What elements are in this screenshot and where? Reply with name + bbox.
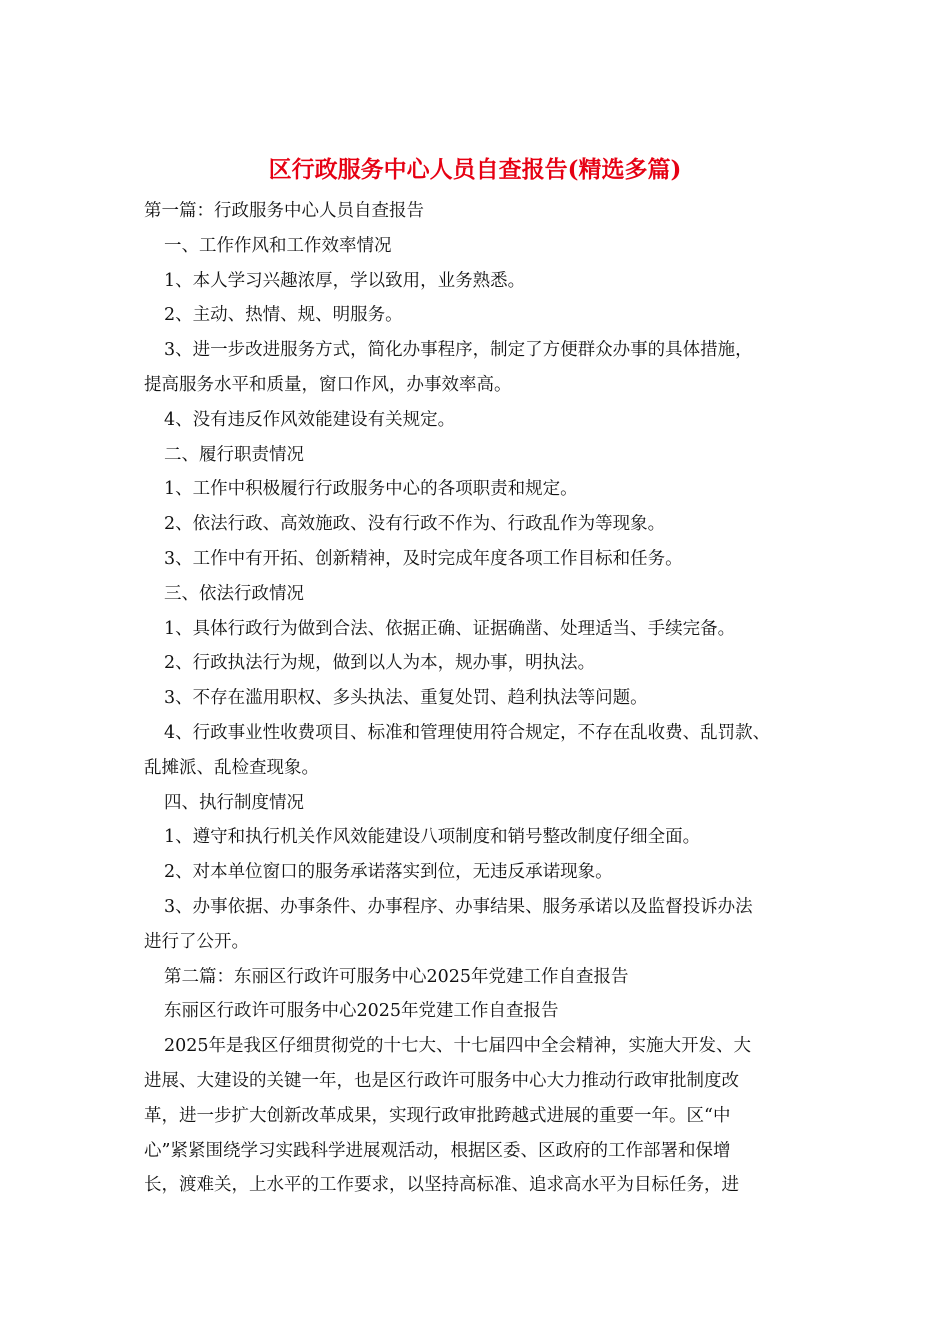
text-line: 进展、大建设的关键一年，也是区行政许可服务中心大力推动行政审批制度改 [144,1070,739,1091]
text-line: 东丽区行政许可服务中心2025年党建工作自查报告 [164,1001,559,1022]
text-line: 第二篇：东丽区行政许可服务中心2025年党建工作自查报告 [164,966,629,987]
text-line: 4、行政事业性收费项目、标准和管理使用符合规定，不存在乱收费、乱罚款、 [164,722,771,743]
text-line: 3、办事依据、办事条件、办事程序、办事结果、服务承诺以及监督投诉办法 [164,896,753,917]
text-line: 进行了公开。 [144,931,249,952]
text-line: 1、具体行政行为做到合法、依据正确、证据确凿、处理适当、手续完备。 [164,618,736,639]
text-line: 2、行政执法行为规，做到以人为本，规办事，明执法。 [164,653,596,674]
text-line: 1、工作中积极履行行政服务中心的各项职责和规定。 [164,479,578,500]
text-line: 3、工作中有开拓、创新精神，及时完成年度各项工作目标和任务。 [164,548,683,569]
text-line: 四、执行制度情况 [164,792,304,813]
text-line: 乱摊派、乱检查现象。 [144,757,319,778]
text-line: 心”紧紧围绕学习实践科学进展观活动，根据区委、区政府的工作部署和保增 [144,1140,731,1161]
text-line: 2、依法行政、高效施政、没有行政不作为、行政乱作为等现象。 [164,514,666,535]
text-line: 提高服务水平和质量，窗口作风，办事效率高。 [144,374,512,395]
text-line: 三、依法行政情况 [164,583,304,604]
document-title: 区行政服务中心人员自查报告(精选多篇) [268,156,682,183]
text-line: 1、本人学习兴趣浓厚，学以致用，业务熟悉。 [164,270,526,291]
text-line: 长，渡难关，上水平的工作要求，以坚持高标准、追求高水平为目标任务，进 [144,1175,739,1196]
text-line: 3、不存在滥用职权、多头执法、重复处罚、趋利执法等问题。 [164,688,648,709]
document-body [144,194,834,1203]
text-line: 2、主动、热情、规、明服务。 [164,305,403,326]
text-line: 1、遵守和执行机关作风效能建设八项制度和销号整改制度仔细全面。 [164,827,701,848]
text-line: 3、进一步改进服务方式，简化办事程序，制定了方便群众办事的具体措施， [164,340,753,361]
text-line: 2025年是我区仔细贯彻党的十七大、十七届四中全会精神，实施大开发、大 [164,1036,752,1057]
text-line: 第一篇：行政服务中心人员自查报告 [144,201,424,221]
text-line: 二、履行职责情况 [164,444,304,465]
text-line: 革，进一步扩大创新改革成果，实现行政审批跨越式进展的重要一年。区“中 [144,1105,731,1126]
text-line: 2、对本单位窗口的服务承诺落实到位，无违反承诺现象。 [164,862,613,883]
text-line: 一、工作作风和工作效率情况 [164,235,392,256]
text-line: 4、没有违反作风效能建设有关规定。 [164,409,456,430]
